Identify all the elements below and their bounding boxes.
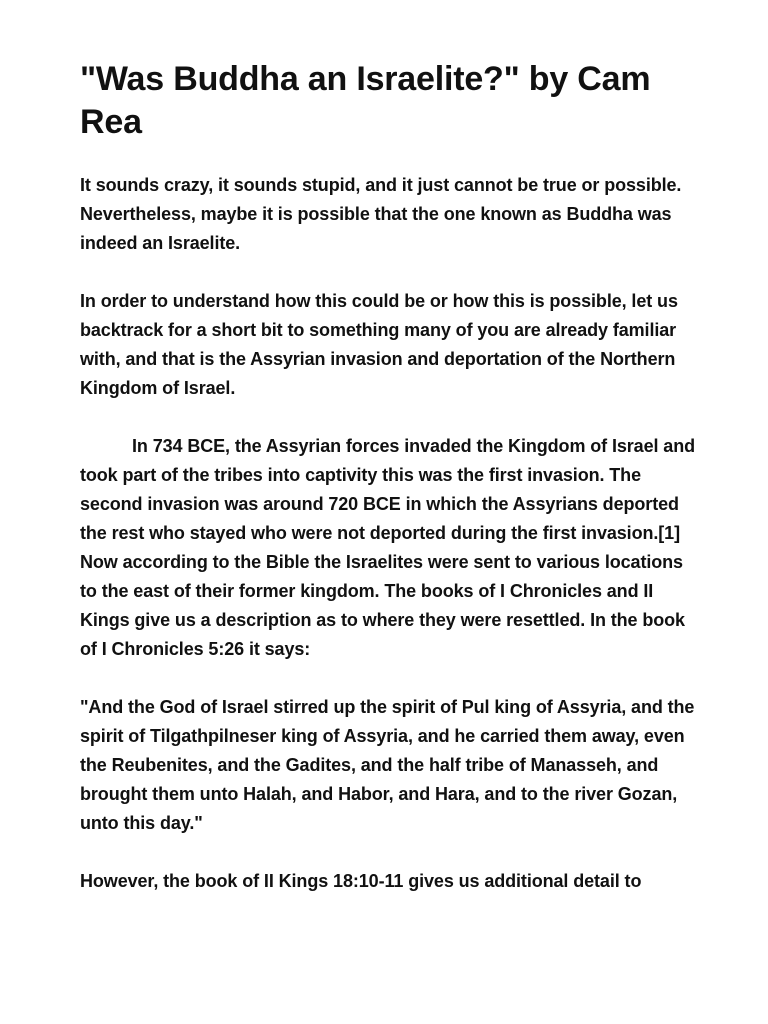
paragraph-background: In order to understand how this could be or how this is possible, let us backtrack for a short bit to something many of you are already familiar with, and that is the Assyrian invasion and deportation of the Northern Kingdom of Israel. [80, 291, 678, 398]
paragraph-continuation: However, the book of II Kings 18:10-11 gives us additional detail to [80, 871, 642, 891]
document-title: "Was Buddha an Israelite?" by Cam Rea [80, 60, 651, 141]
document-page [80, 58, 698, 896]
paragraph-invasion: In 734 BCE, the Assyrian forces invaded the Kingdom of Israel and took part of the tribes into captivity this was the first invasion. The second invasion was around 720 BCE in which the Assyrians deported the rest who stayed who were not deported during the first invasion.[1] Now according to the Bible the Israelites were sent to various locations to the east of their former kingdom. The books of I Chronicles and II Kings give us a description as to where they were resettled. In the book of I Chronicles 5:26 it says: [80, 436, 695, 659]
paragraph-intro: It sounds crazy, it sounds stupid, and it just cannot be true or possible. Nevertheless, maybe it is possible that the one known as Buddha was indeed an Israelite. [80, 175, 682, 253]
paragraph-quote: "And the God of Israel stirred up the spirit of Pul king of Assyria, and the spirit of Tilgathpilneser king of Assyria, and he carried them away, even the Reubenites, and the Gadites, and the half tribe of Manasseh, and brought them unto Halah, and Habor, and Hara, and to the river Gozan, unto this day." [80, 697, 695, 833]
